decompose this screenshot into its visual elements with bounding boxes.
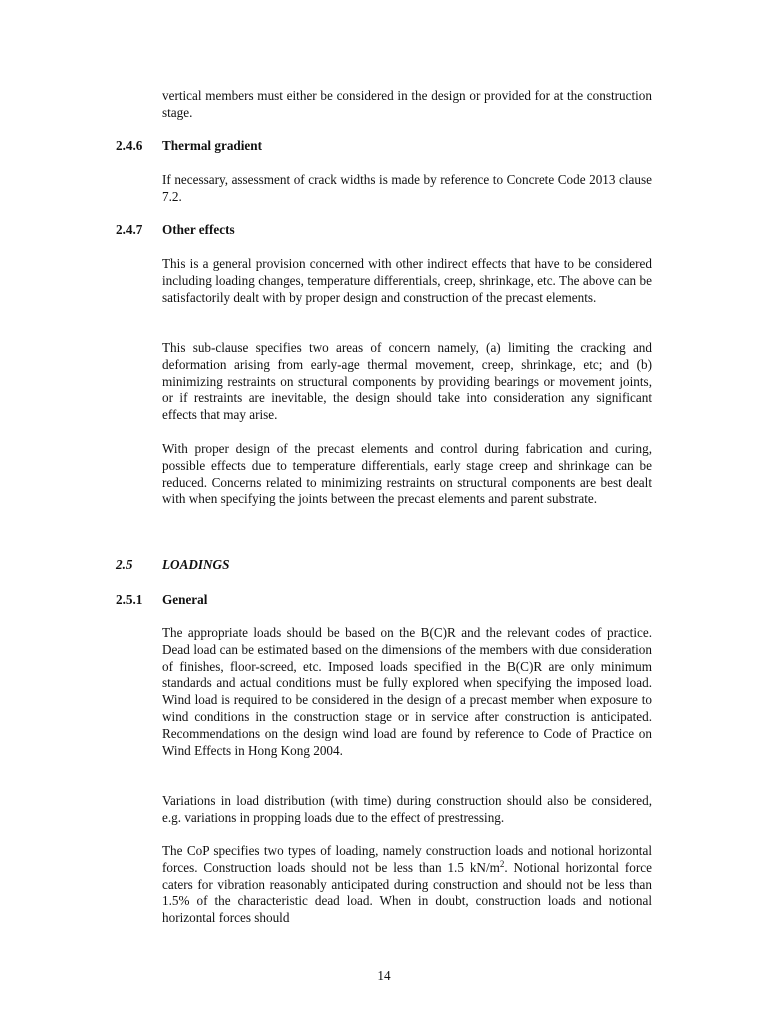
section-title: Other effects	[162, 222, 235, 237]
general-paragraph-2: Variations in load distribution (with time) during construction should also be considered, e.g. variations in propping loads due to the effect of prestressing.	[162, 793, 652, 825]
other-effects-paragraph-3: With proper design of the precast elements and control during fabrication and curing, possible effects due to temperature differentials, early stage creep and shrinkage can be reduced. Concerns related to minimizing restraints on structural components are best dealt with when specifying the joints between the precast elements and parent substrate.	[162, 441, 652, 507]
continuation-paragraph: vertical members must either be considered in the design or provided for at the construction stage.	[162, 88, 652, 120]
section-title: General	[162, 592, 208, 607]
section-title: Thermal gradient	[162, 138, 262, 153]
section-heading-2-5	[116, 557, 229, 574]
page-number: 14	[377, 968, 391, 983]
other-effects-paragraph-2: This sub-clause specifies two areas of concern namely, (a) limiting the cracking and deformation arising from early-age thermal movement, creep, shrinkage, etc; and (b) minimizing restraints on structural components by providing bearings or movement joints, or if restraints are inevitable, the design should take into consideration any significant effects that may arise.	[162, 340, 652, 423]
other-effects-paragraph-1: This is a general provision concerned with other indirect effects that have to be considered including loading changes, temperature differentials, creep, shrinkage, etc. The above can be satisfactorily dealt with by proper design and construction of the precast elements.	[162, 256, 652, 305]
thermal-gradient-paragraph: If necessary, assessment of crack widths is made by reference to Concrete Code 2013 clause 7.2.	[162, 172, 652, 204]
superscript-exponent: 2	[499, 858, 505, 869]
section-heading-2-4-7	[116, 222, 235, 239]
general-paragraph-1: The appropriate loads should be based on the B(C)R and the relevant codes of practice. Dead load can be estimated based on the dimensions of the members with due consideration of finishes, floor-screed, etc. Imposed loads specified in the B(C)R are only minimum standards and actual conditions must be fully explored when specifying the imposed load. Wind load is required to be considered in the design of a precast member when exposure to wind conditions in the construction stage or in service after construction is anticipated. Recommendations on the design wind load are found by reference to Code of Practice on Wind Effects in Hong Kong 2004.	[162, 625, 652, 758]
general-paragraph-3-part-1: The CoP specifies two types of loading, namely construction loads and notional horizontal forces. Construction loads should not be less than 1.5 kN/m	[162, 843, 652, 875]
section-heading-2-4-6	[116, 138, 262, 155]
section-number: 2.4.6	[116, 138, 143, 153]
section-title: LOADINGS	[162, 557, 230, 572]
section-number: 2.5.1	[116, 592, 143, 607]
section-heading-2-5-1	[116, 592, 207, 609]
general-paragraph-3	[162, 843, 652, 927]
section-number: 2.4.7	[116, 222, 143, 237]
general-paragraph-3-part-2: . Notional horizontal force caters for vibration reasonably anticipated during construction and should not be less than 1.5% of the characteristic dead load. When in doubt, construction loads and notional horizontal forces should	[162, 859, 652, 926]
section-number: 2.5	[116, 557, 133, 572]
